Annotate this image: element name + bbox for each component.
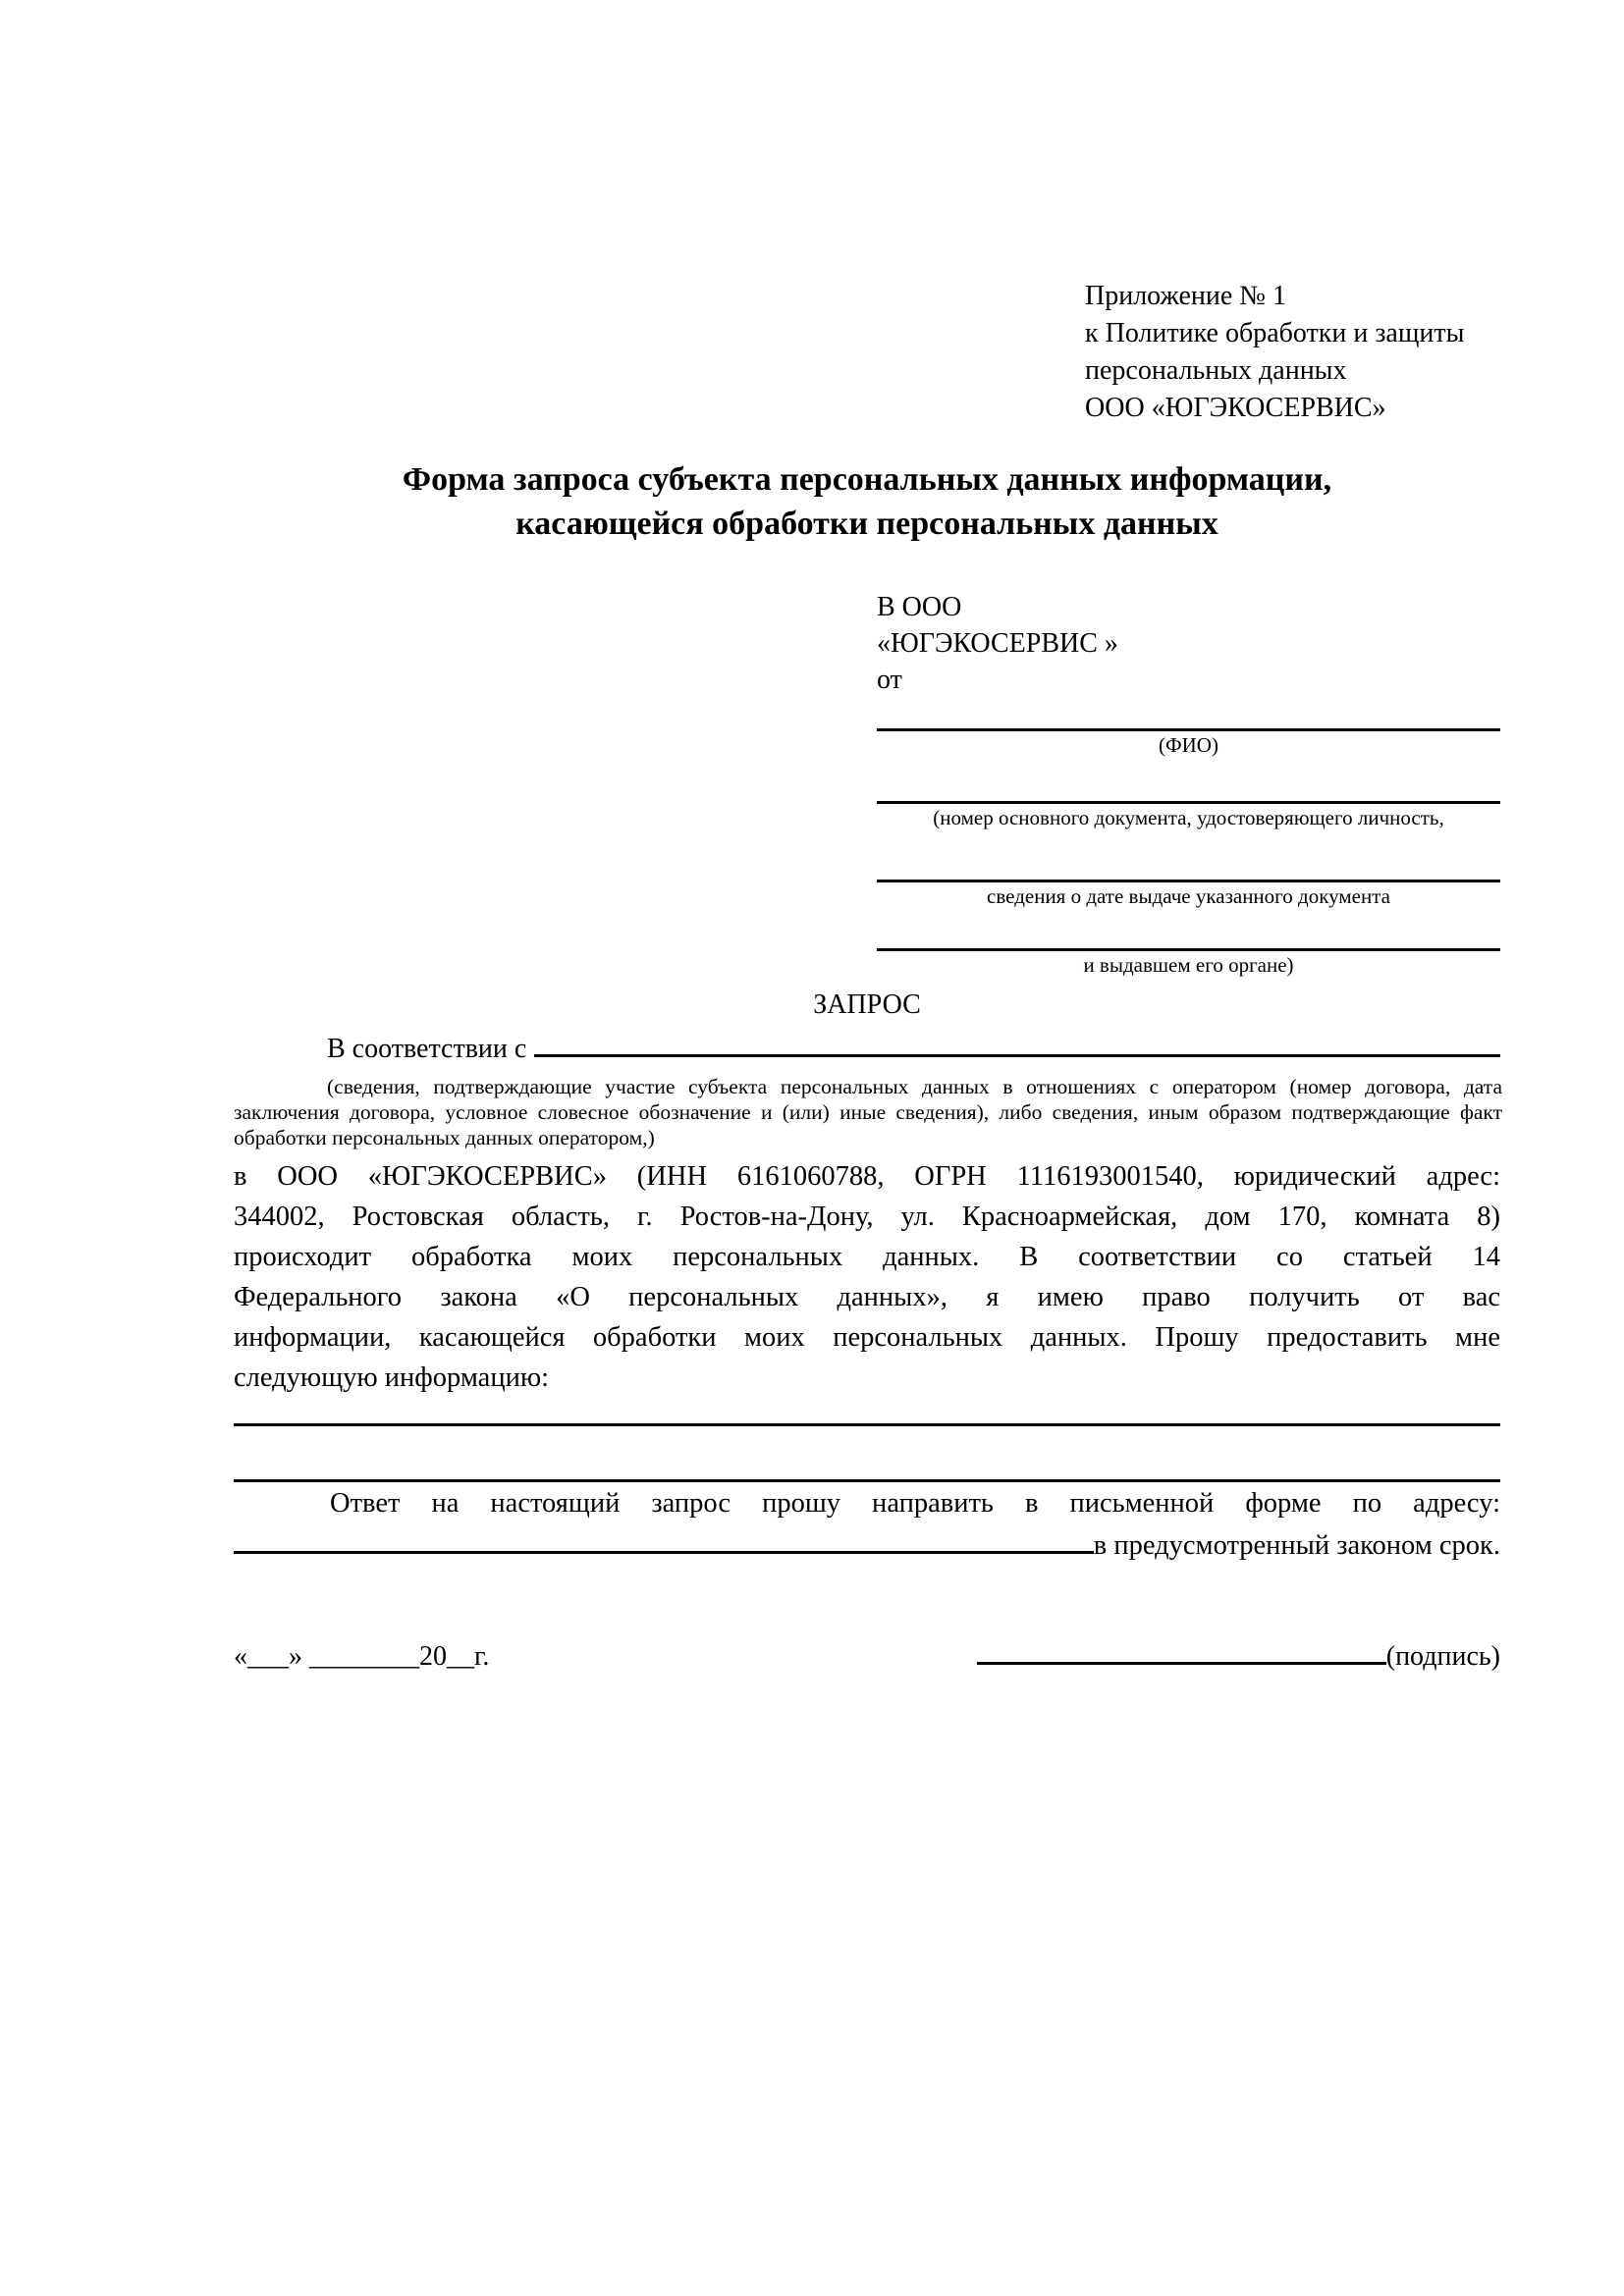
document-number-caption: (номер основного документа, удостоверяющего личность, <box>933 806 1444 829</box>
signature-blank-line <box>977 1660 1386 1665</box>
reply-address-row <box>234 1522 1500 1566</box>
request-body-line: происходит обработка моих персональных данных. В соответствии со статьей 14 <box>234 1242 1500 1272</box>
request-body-line: следующую информацию: <box>234 1362 550 1393</box>
request-intro-row <box>234 1031 1500 1066</box>
addressee-to-line1: В ООО <box>877 592 962 622</box>
signature-caption: (подпись) <box>1385 1641 1500 1672</box>
appendix-header-line: к Политике обработки и защиты <box>1085 318 1465 348</box>
reply-suffix: в предусмотренный законом срок. <box>1093 1530 1500 1561</box>
request-intro-label: В соответствии с <box>327 1034 527 1064</box>
document-title-line: касающейся обработки персональных данных <box>515 506 1218 542</box>
footnote-line: обработки персональных данных оператором,) <box>234 1126 655 1149</box>
request-heading: ЗАПРОС <box>813 989 921 1020</box>
address-blank-line <box>234 1522 1094 1554</box>
fio-blank-line <box>877 728 1500 731</box>
date-signature-row <box>234 1637 1500 1677</box>
info-blank-line-2 <box>234 1479 1500 1482</box>
document-date-caption: сведения о дате выдаче указанного документа <box>987 884 1390 908</box>
issuing-authority-caption: и выдавшем его органе) <box>1083 953 1294 977</box>
date-template: «___» ________20__г. <box>234 1641 490 1672</box>
appendix-header-line: ООО «ЮГЭКОСЕРВИС» <box>1085 393 1386 423</box>
footnote-line: заключения договора, условное словесное обозначение и (или) иные сведения), либо сведения, иным образом подтверждающие факт <box>234 1100 1502 1124</box>
appendix-header-line: Приложение № 1 <box>1085 281 1286 311</box>
appendix-header-line: персональных данных <box>1085 355 1347 386</box>
request-body-line: 344002, Ростовская область, г. Ростов-на-Дону, ул. Красноармейская, дом 170, комната 8) <box>234 1201 1500 1232</box>
reply-sentence: Ответ на настоящий запрос прошу направить в письменной форме по адресу: <box>330 1488 1500 1519</box>
fio-caption: (ФИО) <box>1159 733 1218 757</box>
info-blank-line-1 <box>234 1423 1500 1426</box>
addressee-to-line2: «ЮГЭКОСЕРВИС » <box>877 628 1118 659</box>
request-body-line: информации, касающейся обработки моих персональных данных. Прошу предоставить мне <box>234 1322 1500 1353</box>
request-body <box>234 1156 1500 1398</box>
request-body-line: в ООО «ЮГЭКОСЕРВИС» (ИНН 6161060788, ОГРН 1116193001540, юридический адрес: <box>234 1161 1500 1192</box>
footnote-line: (сведения, подтверждающие участие субъекта персональных данных в отношениях с оператором (номер договора, дата <box>327 1075 1502 1098</box>
addressee-block <box>877 589 1500 978</box>
document-title <box>234 457 1500 546</box>
signature-area <box>977 1637 1500 1677</box>
document-number-blank-line <box>877 801 1500 804</box>
request-body-line: Федерального закона «О персональных данных», я имею право получить от вас <box>234 1282 1500 1312</box>
appendix-header <box>1085 278 1464 427</box>
issuing-authority-blank-line <box>877 948 1500 951</box>
document-title-line: Форма запроса субъекта персональных данных информации, <box>402 461 1332 498</box>
intro-blank-line <box>534 1031 1500 1057</box>
addressee-from-label: от <box>877 665 902 695</box>
footnote <box>234 1074 1502 1150</box>
document-date-blank-line <box>877 880 1500 882</box>
